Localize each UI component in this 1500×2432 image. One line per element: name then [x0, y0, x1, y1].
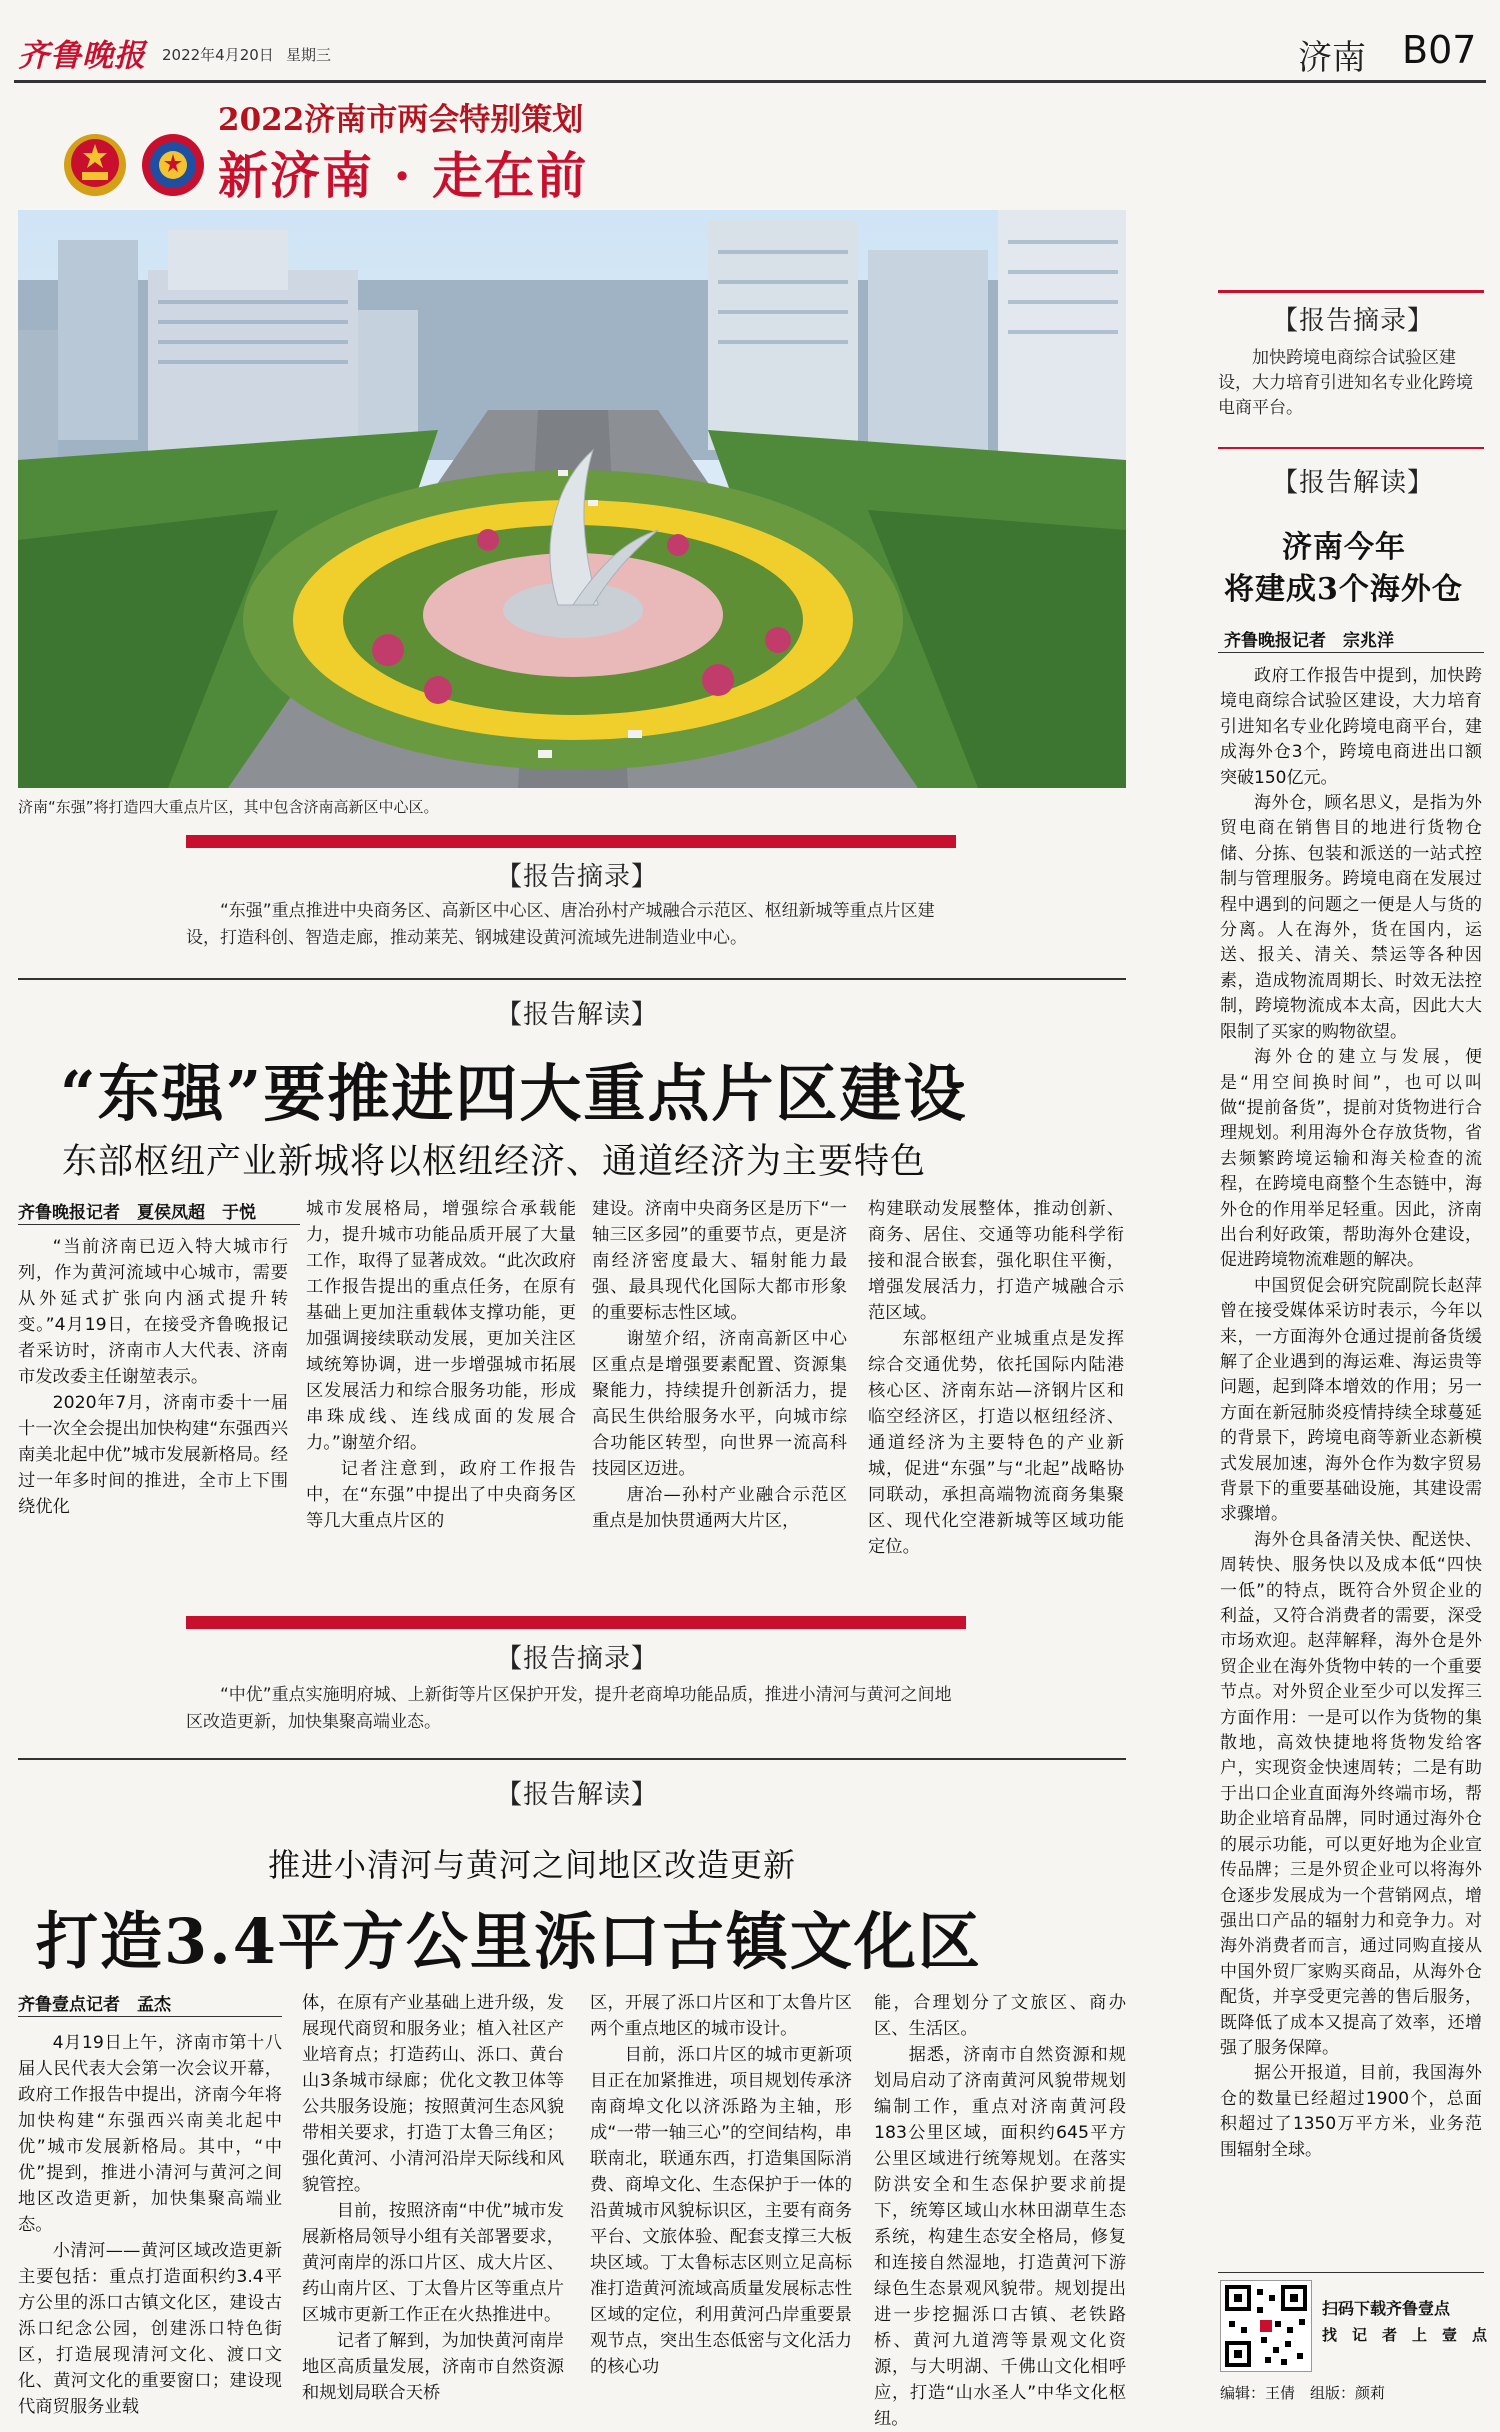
qr-caption-line1: 扫码下载齐鲁壹点 [1322, 2299, 1451, 2318]
paragraph: 海外仓具备清关快、配送快、周转快、服务快以及成本低“四快一低”的特点，既符合外贸企业的利益，又符合消费者的需要，深受市场欢迎。赵萍解释，海外仓是外贸企业在海外货物中转的一个重要节点。对外贸企业至少可以发挥三方面作用：一是可以作为货物的集散地，高效快捷地将货物发给客户，实现资金快速周转；二是有助于出口企业直面海外终端市场，帮助企业培育品牌，同时通过海外仓的展示功能，可以更好地为企业宣传品牌；三是外贸企业可以将海外仓逐步发展成为一个营销网点，增强出口产品的辐射力和竞争力。对海外消费者而言，通过同购直接从中国外贸厂家购买商品，从海外仓配货，并享受更完善的售后服务，既降低了成本又提高了效率，还增强了服务保障。 [1220, 1529, 1482, 2058]
paragraph: 记者注意到，政府工作报告中，在“东强”中提出了中央商务区等几大重点片区的 [306, 1459, 576, 1531]
header-rule [14, 80, 1486, 83]
region-label: 济南 [1298, 38, 1366, 78]
paragraph: 区，开展了泺口片区和丁太鲁片区两个重点地区的城市设计。 [590, 1993, 852, 2039]
article1-red-bar [186, 835, 956, 848]
article1-col3 [592, 1196, 847, 1534]
paragraph: 海外仓的建立与发展，便是“用空间换时间”，也可以叫做“提前备货”，提前对货物进行合理规划。利用海外仓存放货物，省去频繁跨境运输和海关检查的流程，在跨境电商整个生态链中，海外仓的作用举足轻重。因此，济南出台利好政策，帮助海外仓建设，促进跨境物流难题的解决。 [1220, 1047, 1482, 1271]
article2-byline: 齐鲁壹点记者 孟杰 [18, 1995, 171, 2015]
paragraph: 体，在原有产业基础上进升级，发展现代商贸和服务业；植入社区产业培育点；打造药山、泺口、黄台山3条城市绿廊；优化文教卫体等公共服务设施；按照黄河生态风貌带相关要求，打造丁太鲁三角区；强化黄河、小清河沿岸天际线和风貌管控。 [302, 1993, 564, 2195]
sidebar-divider [1218, 447, 1484, 449]
special-title: 2022济南市两会特别策划 [218, 102, 584, 138]
paragraph: 4月19日上午，济南市第十八届人民代表大会第一次会议开幕，政府工作报告中提出，济南今年将加快构建“东强西兴南美北起中优”城市发展新格局。其中，“中优”提到，推进小清河与黄河之间地区改造更新，加快集聚高端业态。 [18, 2033, 282, 2235]
paragraph: 中国贸促会研究院副院长赵萍曾在接受媒体采访时表示，今年以来，一方面海外仓通过提前备货缓解了企业遇到的海运难、海运贵等问题，起到降本增效的作用；另一方面在新冠肺炎疫情持续全球蔓延的背景下，跨境电商等新业态新模式发展加速，海外仓作为数字贸易背景下的重要基础设施，其建设需求骤增。 [1220, 1275, 1482, 1525]
paragraph: 政府工作报告中提到，加快跨境电商综合试验区建设，大力培育引进知名专业化跨境电商平台，建成海外仓3个，跨境电商进出口额突破150亿元。 [1220, 666, 1482, 788]
article1-byline: 齐鲁晚报记者 夏侯凤超 于悦 [18, 1203, 256, 1223]
sidebar-byline: 齐鲁晚报记者 宗兆洋 [1224, 631, 1394, 651]
banner-slogan: 新济南 · 走在前 [218, 146, 589, 205]
paragraph: “当前济南已迈入特大城市行列，作为黄河流域中心城市，需要从外延式扩张向内涵式提升转变。”4月19日，在接受齐鲁晚报记者采访时，济南市人大代表、济南市发改委主任谢堃表示。 [18, 1237, 288, 1387]
article2-col4 [874, 1990, 1126, 2432]
paragraph: 据公开报道，目前，我国海外仓的数量已经超过1900个，总面积超过了1350万平方米，业务范围辐射全球。 [1220, 2063, 1482, 2160]
article2-col2 [302, 1990, 564, 2406]
paragraph: 据悉，济南市自然资源和规划局启动了济南黄河风貌带规划编制工作，重点对济南黄河段183公里区域，面积约645平方公里区域进行统筹规划。在落实防洪安全和生态保护要求前提下，统筹区域山水林田湖草生态系统，构建生态安全格局，修复和连接自然湿地，打造黄河下游绿色生态景观风貌带。规划提出进一步挖掘泺口古镇、老铁路桥、黄河九道湾等景观文化资源，与大明湖、千佛山文化相呼应，打造“山水圣人”中华文化枢纽。 [874, 2045, 1126, 2429]
editor-credit: 编辑：王倩 组版：颜莉 [1220, 2384, 1386, 2402]
paragraph: 2020年7月，济南市委十一届十一次全会提出加快构建“东强西兴南美北起中优”城市发展新格局。经过一年多时间的推进，全市上下围绕优化 [18, 1393, 288, 1517]
photo-caption: 济南“东强”将打造四大重点片区，其中包含济南高新区中心区。 [18, 798, 439, 816]
sidebar-body [1220, 664, 1482, 2163]
article1-col1 [18, 1234, 288, 1520]
paragraph: 小清河——黄河区域改造更新主要包括：重点打造面积约3.4平方公里的泺口古镇文化区，建设古泺口纪念公园，创建泺口特色街区，打造展现清河文化、渡口文化、黄河文化的重要窗口；建设现代商贸服务业载 [18, 2241, 282, 2417]
article2-col3 [590, 1990, 852, 2380]
article1-excerpt-tag: 【报告摘录】 [496, 862, 659, 892]
paragraph: 目前，按照济南“中优”城市发展新格局领导小组有关部署要求，黄河南岸的泺口片区、成大片区、药山南片区、丁太鲁片区等重点片区城市更新工作正在火热推进中。 [302, 2201, 564, 2325]
page-number: B07 [1402, 28, 1477, 72]
paragraph: 海外仓，顾名思义，是指为外贸电商在销售目的地进行货物仓储、分拣、包装和派送的一站式控制与管理服务。跨境电商在发展过程中遇到的问题之一便是人与货的分离。人在海外，货在国内，运送、报关、清关、禁运等各种因素，造成物流周期长、时效无法控制，跨境物流成本太高，因此大大限制了买家的购物欲望。 [1220, 793, 1482, 1042]
paragraph: 能，合理划分了文旅区、商办区、生活区。 [874, 1993, 1126, 2039]
article2-col1 [18, 2030, 282, 2420]
paragraph: 谢堃介绍，济南高新区中心区重点是增强要素配置、资源集聚能力，持续提升创新活力，提高民生供给服务水平，向城市综合功能区转型，向世界一流高科技园区迈进。 [592, 1329, 847, 1479]
sidebar-excerpt-text: 加快跨境电商综合试验区建设，大力培育引进知名专业化跨境电商平台。 [1218, 348, 1473, 418]
article2-reading-tag: 【报告解读】 [496, 1780, 659, 1810]
sidebar-top-rule [1218, 290, 1484, 293]
paragraph: 建设。济南中央商务区是历下“一轴三区多园”的重要节点，更是济南经济密度最大、辐射能力最强、最具现代化国际大都市形象的重要标志性区域。 [592, 1199, 847, 1323]
article1-subhead: 东部枢纽产业新城将以枢纽经济、通道经济为主要特色 [62, 1142, 927, 1182]
sidebar-headline-line2: 将建成3个海外仓 [1224, 572, 1463, 607]
paragraph: 城市发展格局，增强综合承载能力，提升城市功能品质开展了大量工作，取得了显著成效。“此次政府工作报告提出的重点任务，在原有基础上更加注重载体支撑功能，更加强调接续联动发展，更加关注区域统筹协调，进一步增强城市拓展区发展活力和综合服务功能，形成串珠成线、连线成面的发展合力。”谢堃介绍。 [306, 1199, 576, 1453]
article2-excerpt-tag: 【报告摘录】 [496, 1644, 659, 1674]
cppcc-emblem-icon [140, 132, 206, 198]
article2-headline: 打造3.4平方公里泺口古镇文化区 [36, 1905, 982, 1978]
article1-excerpt-text: “东强”重点推进中央商务区、高新区中心区、唐冶孙村产城融合示范区、枢纽新城等重点片区建设，打造科创、智造走廊，推动莱芜、钢城建设黄河流域先进制造业中心。 [186, 901, 935, 948]
sidebar-reading-tag: 【报告解读】 [1272, 468, 1435, 498]
city-aerial-photo [18, 210, 1126, 788]
article1-divider [18, 978, 1126, 980]
sidebar-headline-line1: 济南今年 [1282, 530, 1406, 565]
qr-code-icon[interactable] [1220, 2280, 1312, 2372]
qr-caption-line2: 找 记 者 上 壹 点 [1322, 2326, 1488, 2344]
article1-headline: “东强”要推进四大重点片区建设 [60, 1057, 968, 1130]
sidebar-qr-rule [1218, 2272, 1484, 2273]
paragraph: 目前，泺口片区的城市更新项目正在加紧推进，项目规划传承济南商埠文化以济泺路为主轴，形成“一带一轴三心”的空间结构，串联南北，联通东西，打造集国际消费、商埠文化、生态保护于一体的沿黄城市风貌标识区，主要有商务平台、文旅体验、配套支撑三大板块区域。丁太鲁标志区则立足高标准打造黄河流域高质量发展标志性区域的定位，利用黄河凸岸重要景观节点，突出生态低密与文化活力的核心功 [590, 2045, 852, 2377]
article2-divider [18, 1758, 1126, 1760]
sidebar-excerpt-tag: 【报告摘录】 [1272, 306, 1435, 336]
paragraph: 东部枢纽产业城重点是发挥综合交通优势，依托国际内陆港核心区、济南东站—济钢片区和临空经济区，打造以枢纽经济、通道经济为主要特色的产业新城，促进“东强”与“北起”战略协同联动，承担高端物流商务集聚区、现代化空港新城等区域功能定位。 [868, 1329, 1124, 1557]
paragraph: 唐冶—孙村产业融合示范区重点是加快贯通两大片区， [592, 1485, 847, 1531]
article2-red-bar [186, 1616, 966, 1629]
article2-excerpt-text: “中优”重点实施明府城、上新街等片区保护开发，提升老商埠功能品质，推进小清河与黄河之间地区改造更新，加快集聚高端业态。 [186, 1685, 952, 1732]
article1-col2 [306, 1196, 576, 1534]
issue-date: 2022年4月20日 [162, 46, 274, 64]
article2-subhead: 推进小清河与黄河之间地区改造更新 [268, 1846, 797, 1884]
issue-weekday: 星期三 [286, 46, 332, 64]
paragraph: 构建联动发展整体，推动创新、商务、居住、交通等功能科学衔接和混合嵌套，强化职住平衡，增强发展活力，打造产城融合示范区域。 [868, 1199, 1124, 1323]
national-emblem-icon [62, 132, 128, 198]
paragraph: 记者了解到，为加快黄河南岸地区高质量发展，济南市自然资源和规划局联合天桥 [302, 2331, 564, 2403]
article1-reading-tag: 【报告解读】 [496, 1000, 659, 1030]
newspaper-logo: 齐鲁晚报 [18, 38, 146, 74]
article1-col4 [868, 1196, 1124, 1560]
